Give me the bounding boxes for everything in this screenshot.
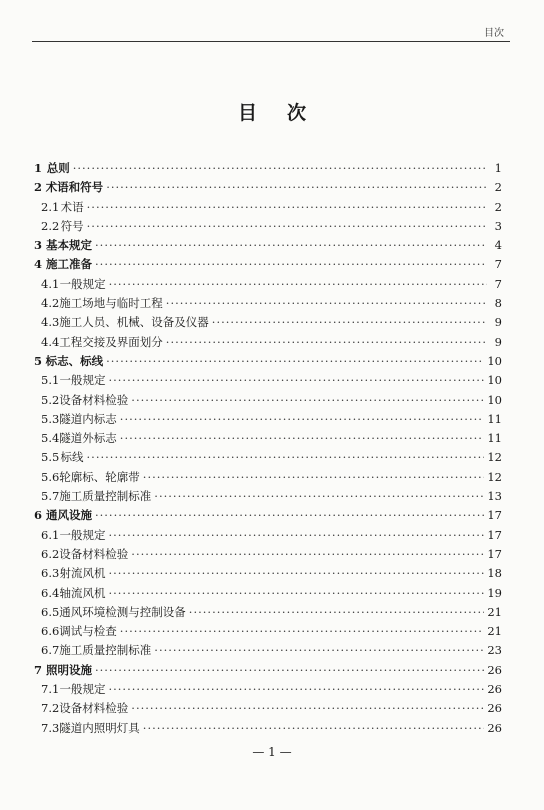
toc-entry-page: 8 xyxy=(494,296,502,311)
toc-entry-label: 轴流风机 xyxy=(59,585,106,600)
toc-entry-number: 6.2 xyxy=(41,546,60,561)
toc-entry-page: 1 xyxy=(494,161,502,175)
toc-entry-page: 26 xyxy=(487,662,502,677)
toc-entry-number: 6.4 xyxy=(41,585,60,600)
toc-entry-number: 5.2 xyxy=(41,392,60,407)
toc-leader-dots xyxy=(95,663,484,677)
toc-section-entry[interactable] xyxy=(32,546,502,565)
toc-entry-number: 7.3 xyxy=(41,720,60,735)
toc-entry-label: 总则 xyxy=(46,161,70,175)
toc-section-entry[interactable] xyxy=(32,720,502,739)
page-number: — 1 — xyxy=(252,745,292,759)
page-title: 目次 xyxy=(237,102,336,124)
toc-chapter-entry[interactable] xyxy=(32,353,502,372)
toc-entry-label: 基本规定 xyxy=(46,238,93,253)
toc-entry-number: 2.1 xyxy=(41,199,60,214)
running-header: 目次 xyxy=(484,28,504,39)
toc-entry-label: 通风设施 xyxy=(45,508,92,523)
toc-entry-number: 2 xyxy=(34,180,43,195)
toc-leader-dots xyxy=(108,586,484,600)
toc-entry-page: 10 xyxy=(487,353,502,368)
toc-leader-dots xyxy=(143,721,485,735)
toc-section-entry[interactable] xyxy=(32,604,502,623)
toc-entry-page: 26 xyxy=(487,701,502,716)
toc-section-entry[interactable] xyxy=(32,681,502,700)
toc-entry-number: 5.7 xyxy=(41,489,60,504)
toc-leader-dots xyxy=(131,701,484,715)
toc-leader-dots xyxy=(143,470,485,484)
toc-entry-label: 一般规定 xyxy=(59,276,106,291)
toc-entry-page: 19 xyxy=(487,585,502,600)
toc-chapter-entry[interactable] xyxy=(32,256,502,275)
toc-entry-label: 照明设施 xyxy=(45,662,92,677)
toc-section-entry[interactable] xyxy=(32,565,502,584)
toc-section-entry[interactable] xyxy=(32,469,502,488)
toc-entry-page: 2 xyxy=(494,180,502,195)
toc-entry-label: 轮廓标、轮廓带 xyxy=(59,469,140,484)
toc-entry-number: 5.3 xyxy=(41,411,60,426)
toc-entry-number: 5.6 xyxy=(41,469,60,484)
toc-entry-page: 7 xyxy=(494,257,502,272)
toc-entry-page: 11 xyxy=(487,411,502,426)
toc-entry-label: 设备材料检验 xyxy=(59,546,129,561)
toc-chapter-entry[interactable] xyxy=(32,662,502,681)
toc-entry-label: 隧道内标志 xyxy=(59,411,117,426)
toc-entry-number: 4 xyxy=(34,257,43,272)
toc-section-entry[interactable] xyxy=(32,392,502,411)
toc-entry-label: 一般规定 xyxy=(59,527,106,542)
toc-entry-number: 6.7 xyxy=(41,643,60,658)
toc-leader-dots xyxy=(120,431,485,445)
toc-leader-dots xyxy=(106,180,487,194)
toc-entry-page: 7 xyxy=(494,276,502,291)
toc-leader-dots xyxy=(131,547,484,561)
toc-leader-dots xyxy=(154,643,484,657)
toc-entry-page: 9 xyxy=(494,334,502,349)
toc-entry-page: 3 xyxy=(494,218,502,233)
toc-section-entry[interactable] xyxy=(32,449,502,468)
toc-entry-label: 设备材料检验 xyxy=(59,392,129,407)
toc-section-entry[interactable] xyxy=(32,585,502,604)
toc-chapter-entry[interactable] xyxy=(32,160,502,179)
toc-leader-dots xyxy=(109,277,487,291)
toc-entry-number: 4.4 xyxy=(41,334,60,349)
toc-entry-label: 调试与检查 xyxy=(59,624,117,639)
toc-entry-label: 工程交接及界面划分 xyxy=(59,334,163,349)
toc-leader-dots xyxy=(95,508,484,522)
toc-chapter-entry[interactable] xyxy=(32,237,502,256)
toc-entry-page: 21 xyxy=(487,604,502,619)
toc-entry-label: 通风环境检测与控制设备 xyxy=(59,604,186,619)
toc-entry-page: 21 xyxy=(487,624,502,639)
toc-section-entry[interactable] xyxy=(32,334,502,353)
toc-entry-label: 隧道外标志 xyxy=(59,431,117,446)
toc-leader-dots xyxy=(95,238,487,252)
toc-entry-label: 标志、标线 xyxy=(45,353,104,368)
toc-leader-dots xyxy=(212,315,487,329)
toc-section-entry[interactable] xyxy=(32,295,502,314)
toc-entry-label: 术语 xyxy=(60,199,84,214)
toc-entry-label: 符号 xyxy=(60,218,84,233)
toc-section-entry[interactable] xyxy=(32,430,502,449)
toc-section-entry[interactable] xyxy=(32,527,502,546)
toc-section-entry[interactable] xyxy=(32,411,502,430)
toc-entry-number: 4.2 xyxy=(41,296,60,311)
toc-leader-dots xyxy=(73,161,487,175)
toc-leader-dots xyxy=(95,257,487,271)
toc-leader-dots xyxy=(166,296,487,310)
toc-entry-page: 2 xyxy=(494,199,502,214)
toc-entry-label: 施工准备 xyxy=(46,257,93,272)
toc-entry-page: 10 xyxy=(487,373,502,388)
toc-section-entry[interactable] xyxy=(32,199,502,218)
toc-section-entry[interactable] xyxy=(32,642,502,661)
toc-entry-number: 5.4 xyxy=(41,431,60,446)
table-of-contents xyxy=(32,160,502,739)
toc-entry-page: 11 xyxy=(487,431,502,446)
toc-section-entry[interactable] xyxy=(32,488,502,507)
toc-section-entry[interactable] xyxy=(32,372,502,391)
toc-entry-label: 设备材料检验 xyxy=(59,701,129,716)
toc-leader-dots xyxy=(131,393,484,407)
toc-entry-label: 施工质量控制标准 xyxy=(59,643,152,658)
toc-entry-page: 4 xyxy=(494,238,502,253)
toc-leader-dots xyxy=(108,682,484,696)
toc-chapter-entry[interactable] xyxy=(32,507,502,526)
toc-leader-dots xyxy=(120,412,485,426)
toc-leader-dots xyxy=(154,489,484,503)
toc-entry-page: 17 xyxy=(487,508,502,523)
toc-section-entry[interactable] xyxy=(32,276,502,295)
toc-leader-dots xyxy=(108,528,484,542)
toc-entry-page: 17 xyxy=(487,546,502,561)
toc-leader-dots xyxy=(108,373,484,387)
toc-entry-number: 6.6 xyxy=(41,624,60,639)
toc-entry-number: 7.1 xyxy=(41,682,60,697)
toc-entry-number: 7 xyxy=(34,662,43,677)
toc-entry-number: 5.1 xyxy=(41,373,60,388)
toc-section-entry[interactable] xyxy=(32,700,502,719)
toc-entry-page: 9 xyxy=(494,315,502,330)
toc-entry-number: 4.1 xyxy=(41,276,60,291)
toc-entry-page: 18 xyxy=(487,566,502,581)
toc-entry-page: 12 xyxy=(487,469,502,484)
toc-entry-number: 6 xyxy=(34,508,43,523)
toc-entry-label: 术语和符号 xyxy=(45,180,104,195)
toc-section-entry[interactable] xyxy=(32,314,502,333)
toc-section-entry[interactable] xyxy=(32,218,502,237)
toc-entry-number: 4.3 xyxy=(41,315,60,330)
toc-entry-page: 13 xyxy=(487,489,502,504)
toc-entry-number: 3 xyxy=(34,238,43,253)
toc-leader-dots xyxy=(106,354,484,368)
toc-entry-number: 6.5 xyxy=(41,604,60,619)
toc-leader-dots xyxy=(166,335,487,349)
toc-entry-number: 6.1 xyxy=(41,527,60,542)
toc-entry-label: 射流风机 xyxy=(59,566,106,581)
toc-entry-label: 一般规定 xyxy=(59,373,106,388)
toc-entry-page: 26 xyxy=(487,682,502,697)
toc-entry-label: 隧道内照明灯具 xyxy=(59,720,140,735)
toc-leader-dots xyxy=(120,624,485,638)
toc-leader-dots xyxy=(108,566,484,580)
toc-entry-page: 12 xyxy=(487,450,502,465)
toc-leader-dots xyxy=(189,605,485,619)
toc-entry-number: 5.5 xyxy=(41,450,60,465)
toc-entry-label: 施工场地与临时工程 xyxy=(59,296,163,311)
toc-entry-page: 23 xyxy=(487,643,502,658)
toc-entry-page: 17 xyxy=(487,527,502,542)
toc-entry-page: 26 xyxy=(487,720,502,735)
toc-entry-label: 施工人员、机械、设备及仪器 xyxy=(59,315,209,330)
header-rule xyxy=(32,41,510,42)
toc-entry-label: 施工质量控制标准 xyxy=(59,489,152,504)
toc-section-entry[interactable] xyxy=(32,623,502,642)
toc-leader-dots xyxy=(87,450,485,464)
toc-entry-number: 5 xyxy=(34,353,43,368)
toc-entry-number: 6.3 xyxy=(41,566,60,581)
toc-entry-label: 一般规定 xyxy=(59,682,106,697)
toc-entry-label: 标线 xyxy=(60,450,84,465)
toc-entry-number: 2.2 xyxy=(41,218,60,233)
toc-chapter-entry[interactable] xyxy=(32,179,502,198)
toc-entry-number: 1 xyxy=(34,161,43,175)
toc-entry-page: 10 xyxy=(487,392,502,407)
toc-leader-dots xyxy=(87,200,487,214)
toc-entry-number: 7.2 xyxy=(41,701,60,716)
toc-leader-dots xyxy=(87,219,487,233)
